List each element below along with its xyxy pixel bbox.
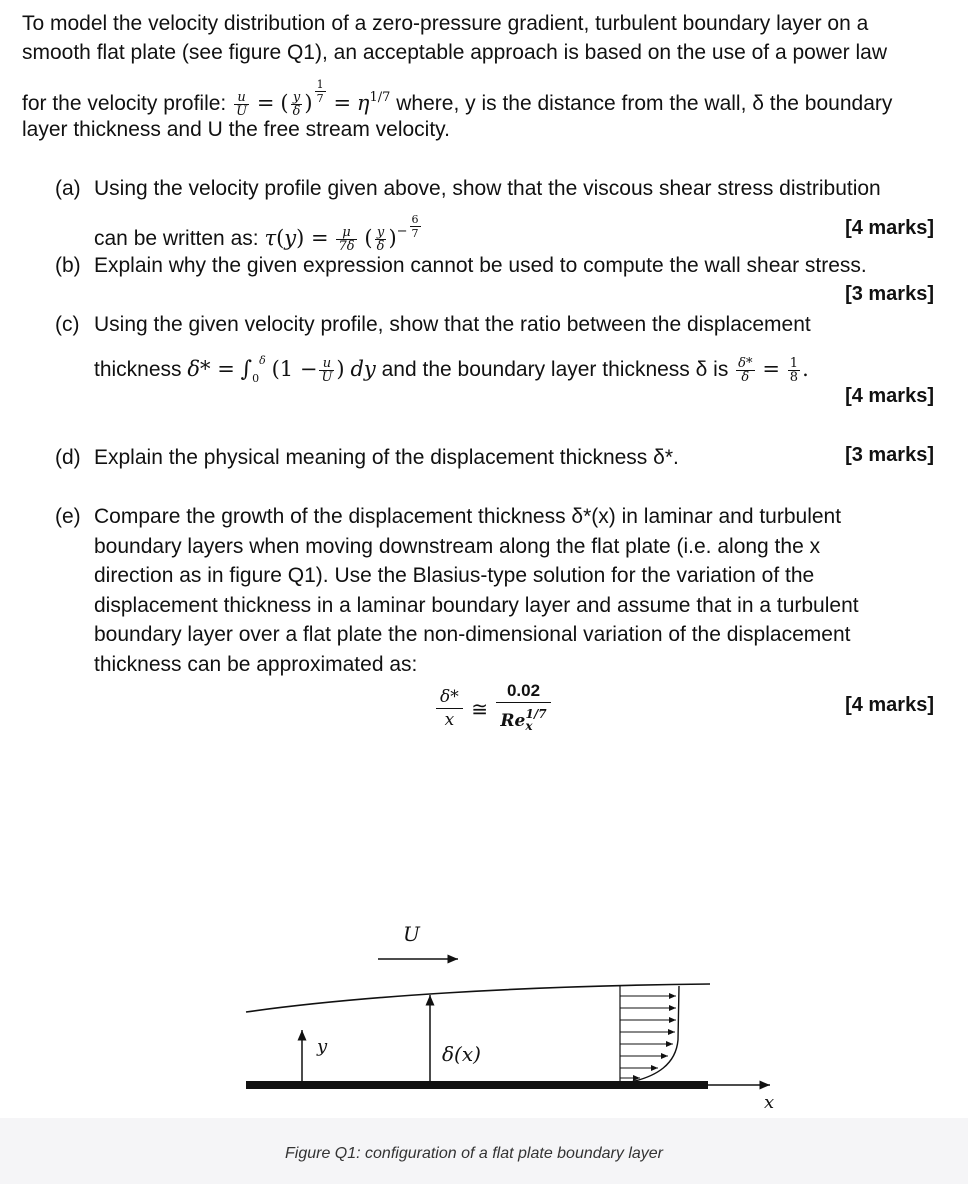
part-c-text-2-row xyxy=(94,346,809,393)
part-e-line-4: displacement thickness in a laminar boundary layer and assume that in a turbulent xyxy=(94,594,859,617)
intro-line-1: To model the velocity distribution of a zero-pressure gradient, turbulent boundary layer on a xyxy=(22,12,869,35)
part-d-text: Explain the physical meaning of the displacement thickness δ*. xyxy=(94,446,679,469)
figure-caption: Figure Q1: configuration of a flat plate boundary layer xyxy=(285,1145,663,1162)
part-e-marks: [4 marks] xyxy=(845,694,934,716)
part-a-label: (a) xyxy=(55,177,81,200)
part-a-text-2-row xyxy=(94,213,423,253)
part-d-label: (d) xyxy=(55,446,81,469)
part-a-text-2: can be written as: xyxy=(94,227,259,250)
flat-plate xyxy=(246,1081,708,1089)
velocity-profile-equation: $\frac{u}{U}$ = ( $\frac{y}{\delta}$ ) $\frac{1}{7}$ = $\eta^{1/7}$ xyxy=(236,78,391,119)
part-c-label: (c) xyxy=(55,313,80,336)
part-c-text-2-lead: thickness xyxy=(94,358,182,381)
intro-line-3 xyxy=(22,78,892,118)
displacement-thickness-integral: $\delta* = \int_0^\delta$ (1 − $\frac{u}{U}$ ) dy xyxy=(187,354,376,385)
part-e-line-2: boundary layers when moving downstream along the flat plate (i.e. along the x xyxy=(94,535,821,558)
label-x: x xyxy=(764,1092,775,1113)
label-delta-x: δ(x) xyxy=(442,1042,481,1066)
boundary-layer-figure xyxy=(0,900,968,1120)
intro-line-3-tail: where, y is the distance from the wall, δ the boundary xyxy=(396,92,893,115)
part-e-label: (e) xyxy=(55,505,81,528)
intro-line-4: layer thickness and U the free stream velocity. xyxy=(22,118,450,141)
part-c-text-2-mid: and the boundary layer thickness δ is xyxy=(381,358,729,381)
part-e-line-5: boundary layer over a flat plate the non-dimensional variation of the displacement xyxy=(94,623,851,646)
part-a-marks: [4 marks] xyxy=(845,217,934,239)
part-b-marks: [3 marks] xyxy=(845,283,934,305)
equation-numerator: 0.02 xyxy=(496,680,550,703)
label-y: y xyxy=(317,1036,328,1057)
intro-line-2: smooth flat plate (see figure Q1), an acceptable approach is based on the use of a power law xyxy=(22,41,888,64)
part-b-text: Explain why the given expression cannot be used to compute the wall shear stress. xyxy=(94,254,867,277)
shear-stress-equation: τ(y) = $\frac{\mu}{7\delta}$ ( $\frac{y}{\delta}$ )− $\frac{6}{7}$ xyxy=(264,213,419,254)
part-b-label: (b) xyxy=(55,254,81,277)
intro-line-3-lead: for the velocity profile: xyxy=(22,92,227,115)
part-d-marks: [3 marks] xyxy=(845,444,934,466)
displacement-ratio-equation: $\frac{\delta*}{\delta}$ = $\frac{1}{8}$ . xyxy=(738,355,809,385)
part-e-line-6: thickness can be approximated as: xyxy=(94,653,418,676)
part-e-line-1: Compare the growth of the displacement thickness δ*(x) in laminar and turbulent xyxy=(94,505,842,528)
part-e-line-3: direction as in figure Q1). Use the Blasius-type solution for the variation of the xyxy=(94,564,815,587)
label-U: U xyxy=(403,922,420,946)
turbulent-displacement-equation: $\frac{\delta*}{x}$ ≅ $\frac{0.02}{Re_x^{1/7}}$ xyxy=(436,680,551,737)
velocity-profile xyxy=(620,986,679,1084)
part-c-text-1: Using the given velocity profile, show that the ratio between the displacement xyxy=(94,313,811,336)
part-a-text-1: Using the velocity profile given above, show that the viscous shear stress distribution xyxy=(94,177,881,200)
part-c-marks: [4 marks] xyxy=(845,385,934,407)
